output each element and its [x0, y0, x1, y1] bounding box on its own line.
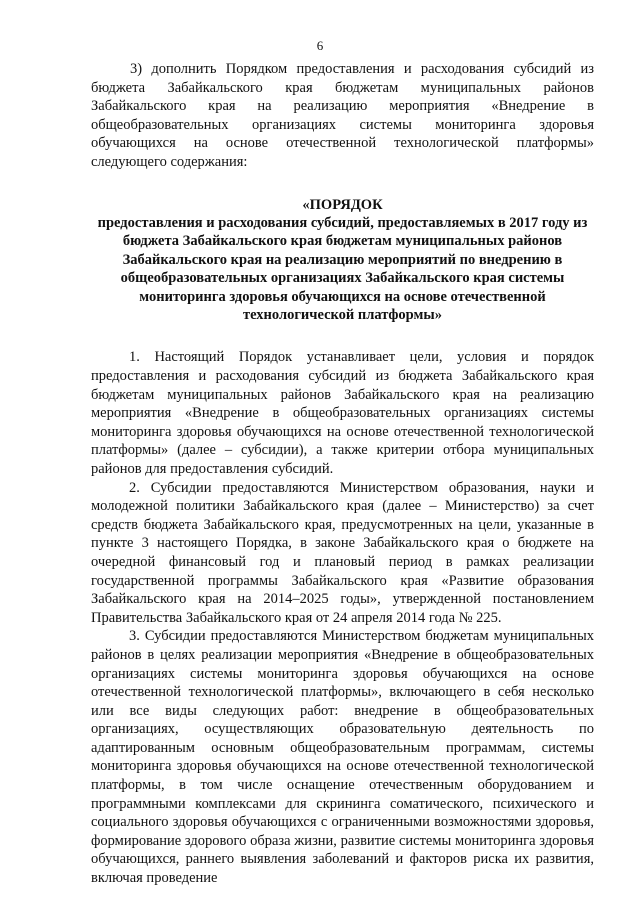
- document-body: [91, 60, 594, 888]
- paragraph-3: 3. Субсидии предоставляются Министерством бюджетам муниципальных районов в целях реализации мероприятия «Внедрение в общеобразовательных организациях системы мониторинга здоровья обучающихся на основе отечественной технологической платформы», включающего в себя несколько или все виды следующих работ: внедрение в общеобразовательных организациях, осуществляющих образовательную деятельность по адаптированным основным общеобразовательным программам, системы мониторинга здоровья обучающихся на основе отечественной технологической платформы, в том числе оснащение отечественным оборудованием и программными комплексами для скрининга соматического, психического и социального здоровья обучающихся с ограниченными возможностями здоровья, формирование здорового образа жизни, развитие системы мониторинга здоровья обучающихся, раннего выявления заболеваний и факторов риска их развития, включая проведение: [91, 628, 594, 887]
- heading-subtitle: предоставления и расходования субсидий, предоставляемых в 2017 году из бюджета Забайкальского края бюджетам муниципальных районов Забайкальского края на реализацию мероприятий по внедрению в общеобразовательных организациях Забайкальского края системы мониторинга здоровья обучающихся на основе отечественной технологической платформы»: [97, 214, 588, 323]
- section-heading: [91, 196, 594, 325]
- heading-title: «ПОРЯДОК: [302, 196, 383, 213]
- paragraph-1: 1. Настоящий Порядок устанавливает цели, условия и порядок предоставления и расходования субсидий из бюджета Забайкальского края бюджетам муниципальных районов Забайкальского края на реализацию мероприятия «Внедрение в общеобразовательных организациях системы мониторинга здоровья обучающихся на основе отечественной технологической платформы» (далее – субсидии), а также критерии отбора муниципальных районов для предоставления субсидий.: [91, 349, 594, 477]
- page-number: 6: [316, 38, 324, 53]
- intro-paragraph: 3) дополнить Порядком предоставления и расходования субсидий из бюджета Забайкальского края бюджетам муниципальных районов Забайкальского края на реализацию мероприятия «Внедрение в общеобразовательных организациях системы мониторинга здоровья обучающихся на основе отечественной технологической платформы» следующего содержания:: [91, 61, 594, 170]
- paragraph-2: 2. Субсидии предоставляются Министерством образования, науки и молодежной политики Забайкальского края (далее – Министерство) за счет средств бюджета Забайкальского края, предусмотренных на цели, указанные в пункте 3 настоящего Порядка, в законе Забайкальского края о бюджете на очередной финансовый год и плановый период в рамках реализации государственной программы Забайкальского края «Развитие образования Забайкальского края на 2014–2025 годы», утвержденной постановлением Правительства Забайкальского края от 24 апреля 2014 года № 225.: [91, 479, 594, 626]
